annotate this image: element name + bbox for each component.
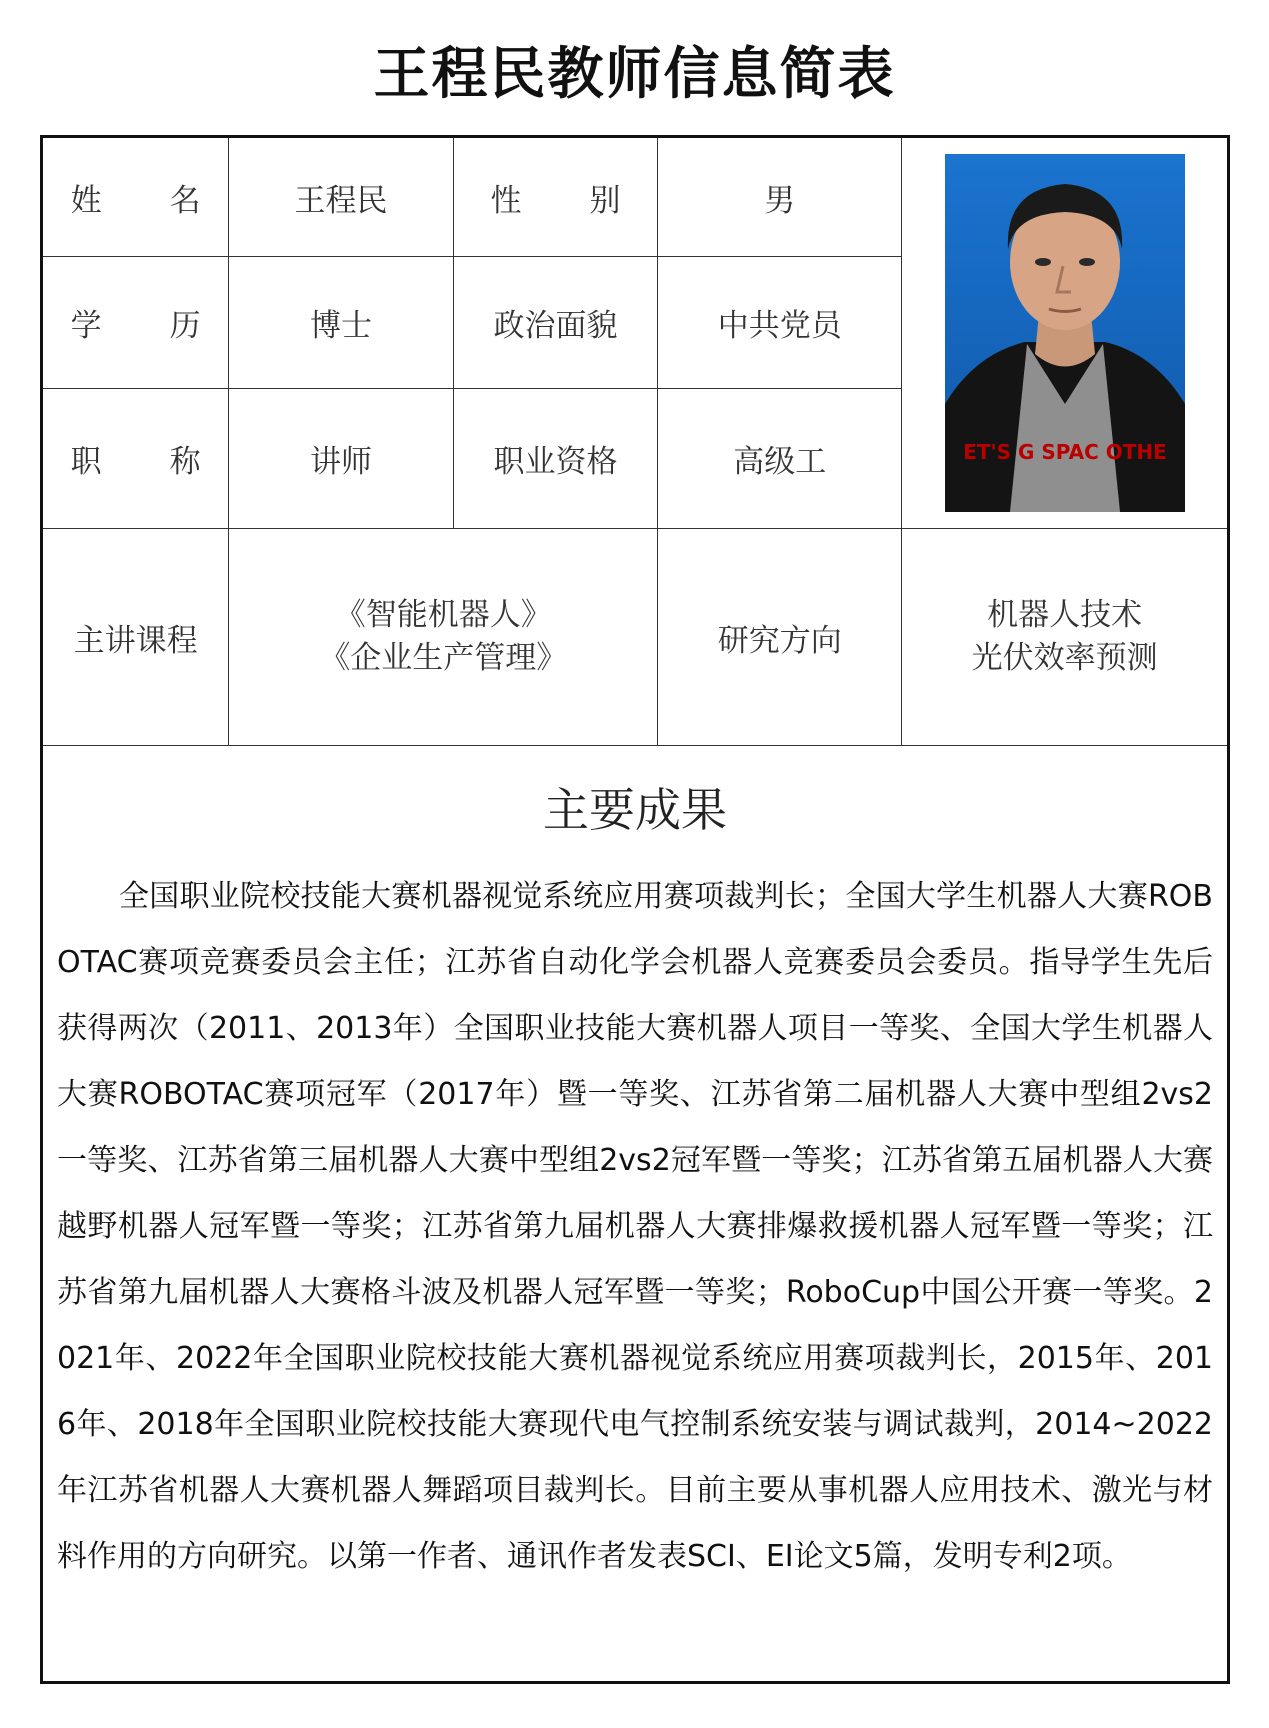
education-label-cell (42, 257, 229, 389)
courses-value (229, 529, 658, 746)
gender-label: 性别 (490, 182, 621, 219)
photo-cell (902, 137, 1229, 529)
name-label: 姓名 (70, 182, 201, 219)
gender-label-cell (453, 137, 658, 257)
education-value: 博士 (229, 257, 453, 389)
research-item: 机器人技术 (987, 597, 1143, 633)
research-label: 研究方向 (658, 529, 902, 746)
rank-value: 讲师 (229, 389, 453, 529)
political-value: 中共党员 (658, 257, 902, 389)
research-item: 光伏效率预测 (971, 640, 1158, 676)
gender-value: 男 (658, 137, 902, 257)
qualification-value: 高级工 (658, 389, 902, 529)
qualification-label: 职业资格 (453, 389, 658, 529)
teacher-info-table (40, 135, 1230, 1684)
name-value: 王程民 (229, 137, 453, 257)
research-value (902, 529, 1229, 746)
education-label: 学历 (70, 308, 201, 344)
shirt-print: ET'S G SPAC OTHE (962, 440, 1167, 464)
achievements-cell (42, 746, 1229, 1683)
name-label-cell (42, 137, 229, 257)
course-item: 《智能机器人》 (334, 597, 552, 633)
political-label: 政治面貌 (453, 257, 658, 389)
achievements-heading: 主要成果 (543, 783, 727, 837)
teacher-photo (945, 154, 1185, 512)
rank-label-cell (42, 389, 229, 529)
courses-label: 主讲课程 (42, 529, 229, 746)
achievements-text: 全国职业院校技能大赛机器视觉系统应用赛项裁判长；全国大学生机器人大赛ROBOTAC赛项竞赛委员会主任；江苏省自动化学会机器人竞赛委员会委员。指导学生先后获得两次（2011、2013年）全国职业技能大赛机器人项目一等奖、全国大学生机器人大赛ROBOTAC赛项冠军（2017年）暨一等奖、江苏省第二届机器人大赛中型组2vs2一等奖、江苏省第三届机器人大赛中型组2vs2冠军暨一等奖；江苏省第五届机器人大赛越野机器人冠军暨一等奖；江苏省第九届机器人大赛排爆救援机器人冠军暨一等奖；江苏省第九届机器人大赛格斗波及机器人冠军暨一等奖；RoboCup中国公开赛一等奖。2021年、2022年全国职业院校技能大赛机器视觉系统应用赛项裁判长，2015年、2016年、2018年全国职业院校技能大赛现代电气控制系统安装与调试裁判，2014~2022年江苏省机器人大赛机器人舞蹈项目裁判长。目前主要从事机器人应用技术、激光与材料作用的方向研究。以第一作者、通讯作者发表SCI、EI论文5篇，发明专利2项。 (57, 879, 1214, 1574)
course-item: 《企业生产管理》 (319, 640, 568, 676)
rank-label: 职称 (70, 444, 201, 480)
page-title: 王程民教师信息简表 (373, 42, 896, 107)
